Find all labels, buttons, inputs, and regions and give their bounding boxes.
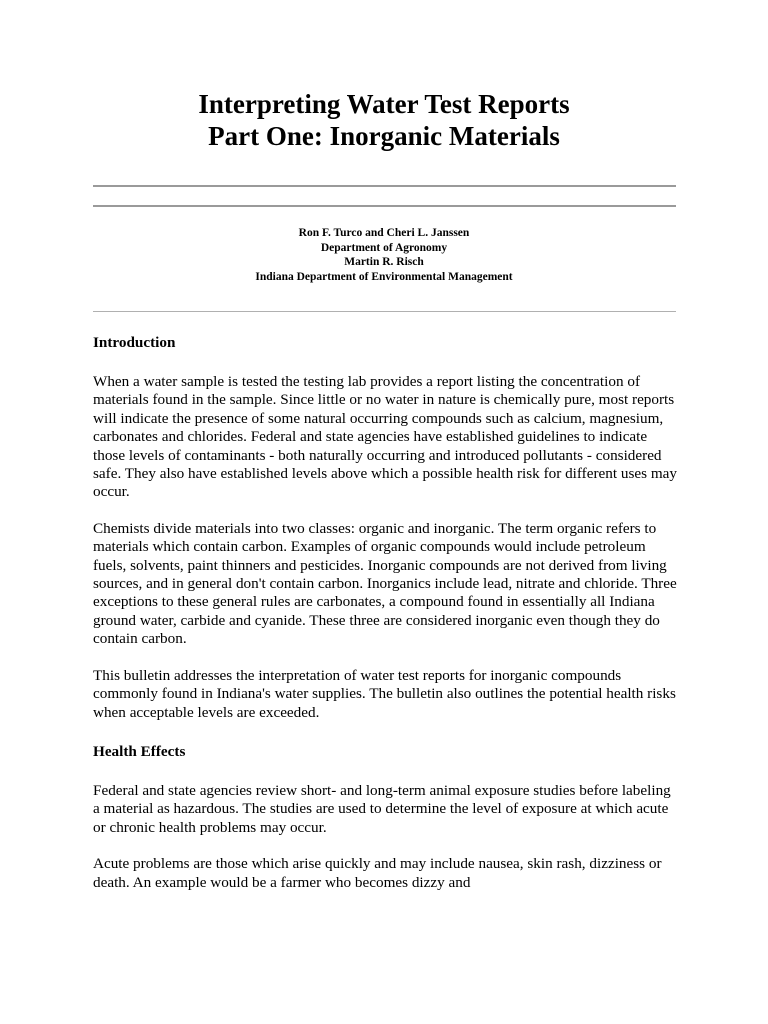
author-names: Ron F. Turco and Cheri L. Janssen bbox=[298, 227, 470, 239]
section-heading-health-effects: Health Effects bbox=[93, 742, 186, 760]
title-line-1: Interpreting Water Test Reports bbox=[198, 89, 570, 119]
paragraph: Acute problems are those which arise quickly and may include nausea, skin rash, dizziness or death. An example would be a farmer who becomes dizzy and bbox=[93, 855, 662, 891]
author-affiliation-2: Indiana Department of Environmental Management bbox=[255, 270, 513, 283]
document-body bbox=[93, 331, 678, 910]
author-affiliation-1: Department of Agronomy bbox=[320, 241, 448, 254]
title-line-2: Part One: Inorganic Materials bbox=[208, 121, 560, 151]
document-title bbox=[0, 88, 768, 152]
paragraph: Chemists divide materials into two classes: organic and inorganic. The term organic refers to materials which contain carbon. Examples of organic compounds would include petroleum fuels, solvents, paint thinners and pesticides. Inorganic compounds are not derived from living sources, and in general don't contain carbon. Inorganics include lead, nitrate and chloride. Three exceptions to these general rules are carbonates, a compound found in essentially all Indiana ground water, carbide and cyanide. These three are considered inorganic even though they do contain carbon. bbox=[93, 519, 677, 648]
paragraph: This bulletin addresses the interpretation of water test reports for inorganic compounds commonly found in Indiana's water supplies. The bulletin also outlines the potential health risks when acceptable levels are exceeded. bbox=[93, 666, 676, 721]
title-divider-bottom bbox=[93, 205, 676, 207]
paragraph: Federal and state agencies review short- and long-term animal exposure studies before labeling a material as hazardous. The studies are used to determine the level of exposure at which acute or chronic health problems may occur. bbox=[93, 781, 671, 836]
title-divider-top bbox=[93, 185, 676, 187]
paragraph: When a water sample is tested the testing lab provides a report listing the concentration of materials found in the sample. Since little or no water in nature is chemically pure, most reports will indicate the presence of some natural occurring compounds such as calcium, magnesium, carbonates and chlorides. Federal and state agencies have established guidelines to indicate those levels of contaminants - both naturally occurring and introduced pollutants - considered safe. They also have established levels above which a possible health risk for different uses may occur. bbox=[93, 373, 677, 501]
author-divider bbox=[93, 311, 676, 312]
section-heading-introduction: Introduction bbox=[93, 334, 176, 351]
author-block bbox=[0, 226, 768, 284]
author-name-2: Martin R. Risch bbox=[344, 256, 424, 268]
